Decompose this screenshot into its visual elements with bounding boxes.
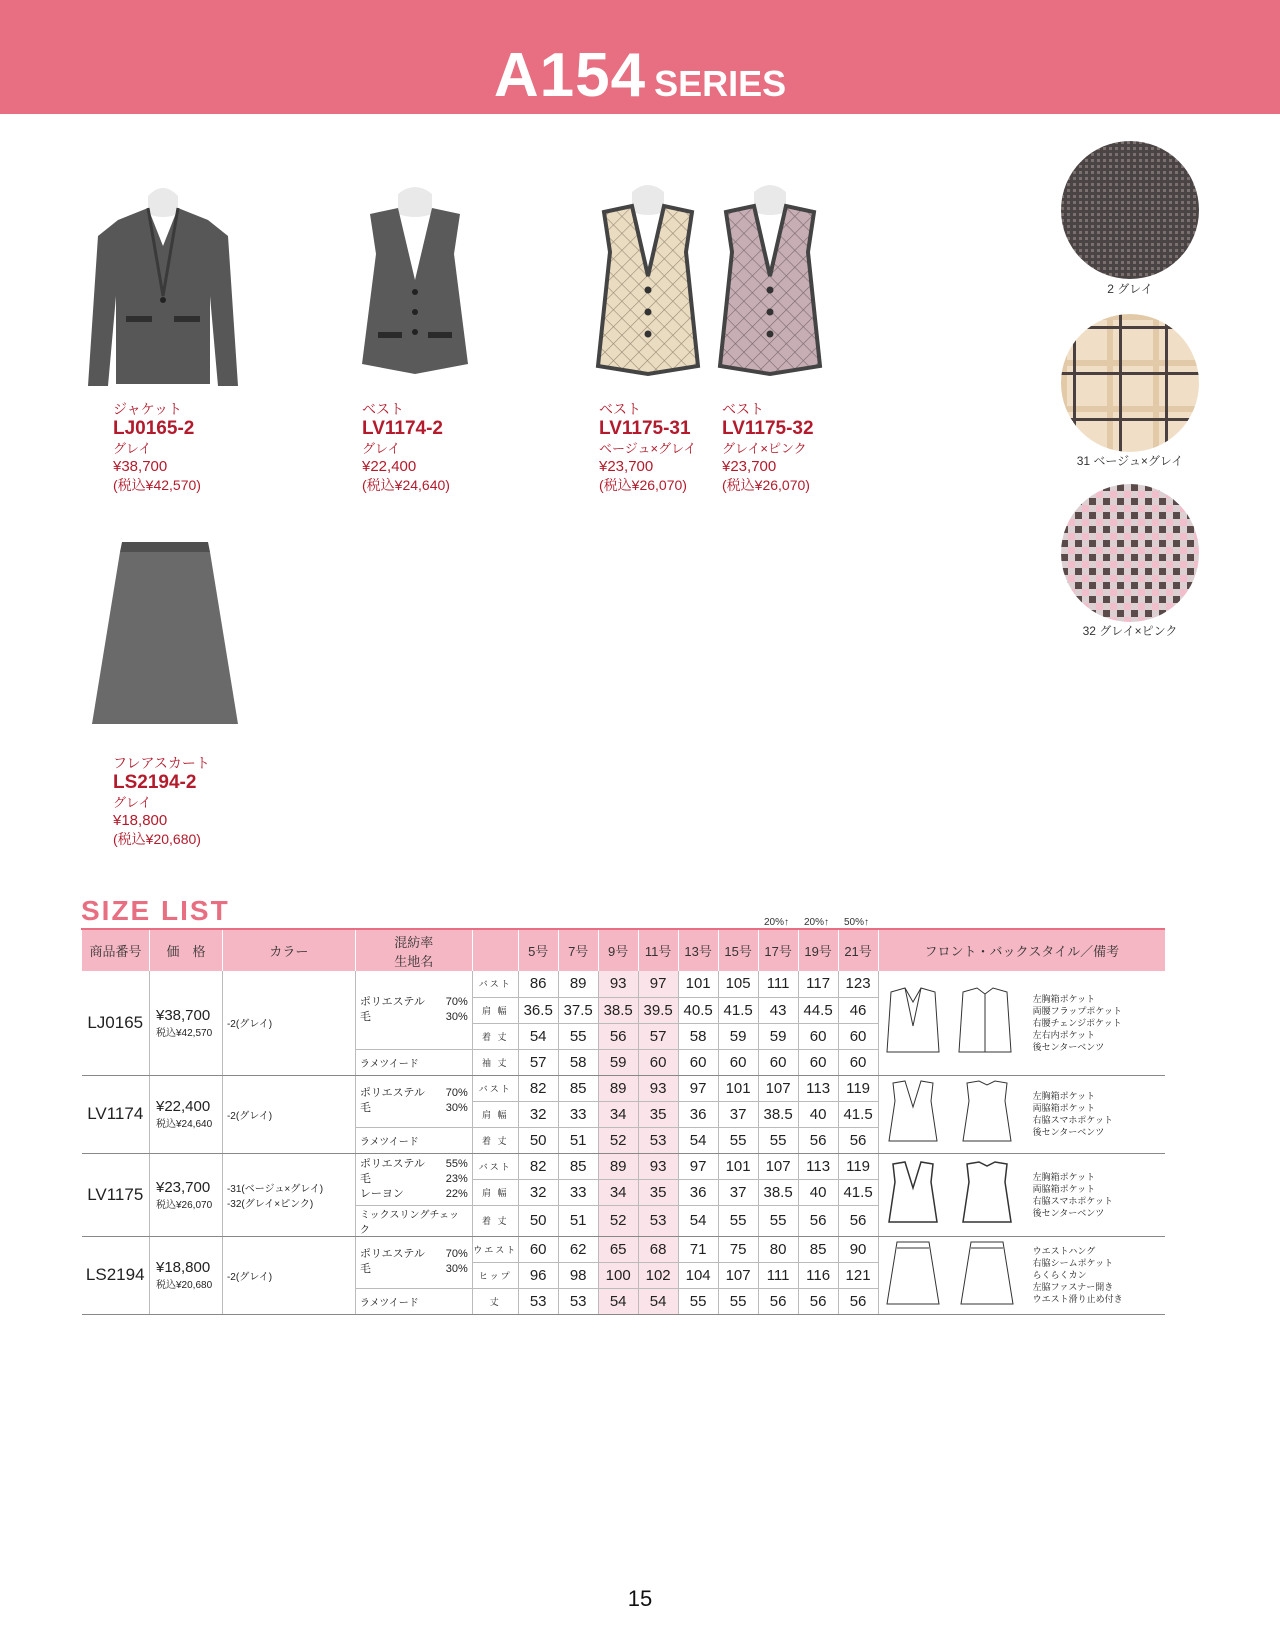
- size-value: 56: [798, 1288, 838, 1314]
- size-value: 60: [758, 1049, 798, 1075]
- style-note: 右脇スマホポケット: [1032, 1115, 1113, 1125]
- size-value: 111: [758, 971, 798, 997]
- size-value: 34: [598, 1179, 638, 1205]
- style-note: 後センターベンツ: [1032, 1127, 1105, 1137]
- style-note: ウエスト滑り止め付き: [1032, 1294, 1123, 1304]
- size-value: 59: [718, 1023, 758, 1049]
- style-note: らくらくカン: [1032, 1270, 1087, 1280]
- product-price-cell: [149, 971, 222, 1075]
- style-notes: [1033, 993, 1122, 1053]
- size-value: 123: [838, 971, 878, 997]
- fabric-name: ラメツイード: [355, 1127, 472, 1153]
- size-value: 54: [598, 1288, 638, 1314]
- color-cell: [222, 1153, 355, 1236]
- size-value: 117: [798, 971, 838, 997]
- header-fabric-name: 生地名: [394, 953, 434, 969]
- size-value: 60: [798, 1023, 838, 1049]
- color-option: -2(グレイ): [226, 1271, 273, 1283]
- product-tax-price: (税込¥26,070): [599, 477, 687, 493]
- header-size: 13号: [678, 929, 718, 971]
- size-value: 58: [558, 1049, 598, 1075]
- size-value: 58: [678, 1023, 718, 1049]
- size-value: 60: [838, 1049, 878, 1075]
- size-value: 56: [798, 1205, 838, 1236]
- style-sketch: [883, 1158, 1023, 1232]
- skirt-image: [86, 538, 244, 734]
- fiber-cell: [355, 1153, 472, 1205]
- size-value: 32: [518, 1179, 558, 1205]
- size-value: 54: [518, 1023, 558, 1049]
- swatch-gray: [1061, 141, 1199, 279]
- fiber-percent: 23%: [445, 1172, 468, 1185]
- swatch-beige-gray: [1061, 314, 1199, 452]
- size-value: 90: [838, 1236, 878, 1262]
- style-note: 左胸箱ポケット: [1032, 993, 1096, 1004]
- size-value: 33: [558, 1101, 598, 1127]
- percent-note: 20%↑: [764, 917, 790, 928]
- size-value: 107: [758, 1153, 798, 1179]
- size-value: 97: [638, 971, 678, 997]
- style-note: 両腰フラップポケット: [1032, 1005, 1122, 1016]
- tax-price-value: 税込¥24,640: [155, 1119, 213, 1130]
- price-value: ¥18,800: [155, 1259, 211, 1276]
- vest-pink-image: [710, 182, 830, 382]
- measure-label: 着 丈: [472, 1023, 518, 1049]
- size-value: 93: [598, 971, 638, 997]
- fiber-line: [360, 1172, 468, 1187]
- style-notes: [1033, 1090, 1113, 1138]
- size-value: 56: [798, 1127, 838, 1153]
- product-price-cell: [149, 1075, 222, 1153]
- size-value: 60: [718, 1049, 758, 1075]
- tax-price-value: 税込¥26,070: [155, 1199, 213, 1211]
- style-cell: [878, 971, 1165, 1075]
- style-note: 右腰チェンジポケット: [1032, 1017, 1122, 1028]
- fiber-line: [360, 1187, 468, 1202]
- size-value: 97: [678, 1153, 718, 1179]
- fiber-line: [360, 1010, 468, 1025]
- product-color: グレイ: [113, 795, 152, 810]
- header-measure: [472, 929, 518, 971]
- product-color: グレイ: [362, 441, 401, 456]
- tax-price-value: 税込¥20,680: [155, 1280, 213, 1291]
- fabric-name: ミックスリングチェック: [355, 1205, 472, 1236]
- size-value: 102: [638, 1262, 678, 1288]
- table-row: [82, 1153, 1166, 1179]
- header-price: 価 格: [149, 929, 222, 971]
- table-row: [82, 1236, 1166, 1262]
- fiber-line: [360, 1247, 468, 1262]
- size-value: 96: [518, 1262, 558, 1288]
- product-price-cell: [149, 1153, 222, 1236]
- product-number: LS2194: [82, 1236, 150, 1314]
- size-value: 41.5: [838, 1101, 878, 1127]
- size-value: 37: [718, 1179, 758, 1205]
- style-note: 左胸箱ポケット: [1032, 1091, 1096, 1101]
- fiber-cell: [355, 1236, 472, 1288]
- swatch-label: 2 グレイ: [1107, 282, 1153, 296]
- percent-note: 20%↑: [804, 917, 830, 928]
- size-table-header: [82, 929, 1166, 971]
- size-value: 107: [718, 1262, 758, 1288]
- size-value: 113: [798, 1153, 838, 1179]
- table-row: [82, 971, 1166, 997]
- product-price: ¥18,800: [113, 812, 168, 829]
- product-number: LV1174: [82, 1075, 150, 1153]
- size-value: 59: [758, 1023, 798, 1049]
- measure-label: 着 丈: [472, 1127, 518, 1153]
- price-value: ¥22,400: [155, 1098, 211, 1115]
- swatch-label: 31 ベージュ×グレイ: [1076, 454, 1184, 468]
- product-type: ベスト: [722, 401, 764, 417]
- size-value: 38.5: [598, 997, 638, 1023]
- size-value: 36: [678, 1179, 718, 1205]
- swatch-gray-pink: [1061, 484, 1199, 622]
- fiber-line: [360, 995, 468, 1010]
- size-value: 55: [718, 1205, 758, 1236]
- fiber-percent: 30%: [445, 1263, 468, 1275]
- color-cell: [222, 971, 355, 1075]
- header-size: 17号: [758, 929, 798, 971]
- style-note: 後センターベンツ: [1032, 1207, 1105, 1218]
- table-row: [82, 1075, 1166, 1101]
- size-value: 86: [518, 971, 558, 997]
- size-value: 93: [638, 1153, 678, 1179]
- size-value: 56: [758, 1288, 798, 1314]
- size-value: 75: [718, 1236, 758, 1262]
- header-size: 9号: [598, 929, 638, 971]
- style-note: 両脇箱ポケット: [1032, 1103, 1096, 1113]
- size-value: 34: [598, 1101, 638, 1127]
- header-size: 21号: [838, 929, 878, 971]
- fiber-line: [360, 1157, 468, 1172]
- size-value: 89: [598, 1075, 638, 1101]
- size-value: 33: [558, 1179, 598, 1205]
- jacket-image: [78, 176, 248, 392]
- size-value: 107: [758, 1075, 798, 1101]
- header-size: 5号: [518, 929, 558, 971]
- product-code: LV1175-32: [722, 418, 814, 439]
- product-tax-price: (税込¥26,070): [722, 477, 810, 493]
- size-value: 56: [838, 1288, 878, 1314]
- size-value: 40: [798, 1179, 838, 1205]
- size-value: 60: [678, 1049, 718, 1075]
- size-value: 62: [558, 1236, 598, 1262]
- size-value: 93: [638, 1075, 678, 1101]
- size-value: 57: [518, 1049, 558, 1075]
- product-price: ¥23,700: [599, 458, 654, 475]
- style-note: 右脇スマホポケット: [1032, 1195, 1113, 1206]
- size-value: 121: [838, 1262, 878, 1288]
- fiber-percent: 55%: [445, 1157, 468, 1170]
- header-banner: [0, 0, 1280, 114]
- fiber-name: 毛: [359, 1102, 371, 1114]
- fabric-name: ラメツイード: [355, 1049, 472, 1075]
- series-word: SERIES: [654, 63, 787, 104]
- size-value: 57: [638, 1023, 678, 1049]
- size-value: 51: [558, 1127, 598, 1153]
- measure-label: 肩 幅: [472, 1179, 518, 1205]
- header-style: フロント・バックスタイル／備考: [878, 929, 1165, 971]
- size-value: 53: [518, 1288, 558, 1314]
- product-code: LV1174-2: [362, 418, 443, 439]
- fiber-name: 毛: [359, 1172, 371, 1185]
- size-value: 41.5: [718, 997, 758, 1023]
- series-code: A154: [493, 41, 647, 110]
- fiber-name: ポリエステル: [359, 1248, 425, 1260]
- size-value: 89: [558, 971, 598, 997]
- size-value: 36.5: [518, 997, 558, 1023]
- style-note: 後センターベンツ: [1032, 1041, 1105, 1052]
- product-price: ¥23,700: [722, 458, 777, 475]
- size-value: 38.5: [758, 1179, 798, 1205]
- size-value: 85: [798, 1236, 838, 1262]
- product-color: グレイ×ピンク: [722, 441, 807, 456]
- product-type: フレアスカート: [113, 755, 210, 771]
- measure-label: 袖 丈: [472, 1049, 518, 1075]
- measure-label: バスト: [472, 1075, 518, 1101]
- size-value: 56: [598, 1023, 638, 1049]
- size-value: 53: [558, 1288, 598, 1314]
- size-value: 119: [838, 1075, 878, 1101]
- size-value: 111: [758, 1262, 798, 1288]
- size-value: 55: [758, 1127, 798, 1153]
- product-number: LJ0165: [82, 971, 150, 1075]
- size-value: 41.5: [838, 1179, 878, 1205]
- style-note: 右脇シームポケット: [1032, 1258, 1114, 1268]
- size-value: 55: [758, 1205, 798, 1236]
- style-cell: [878, 1236, 1165, 1314]
- size-value: 44.5: [798, 997, 838, 1023]
- size-value: 38.5: [758, 1101, 798, 1127]
- size-value: 85: [558, 1075, 598, 1101]
- fiber-cell: [355, 1075, 472, 1127]
- measure-label: 丈: [472, 1288, 518, 1314]
- size-list-title: SIZE LIST: [81, 895, 230, 926]
- size-value: 89: [598, 1153, 638, 1179]
- product-type: ベスト: [599, 401, 641, 417]
- page-number: 15: [627, 1586, 653, 1611]
- size-value: 55: [558, 1023, 598, 1049]
- size-value: 68: [638, 1236, 678, 1262]
- size-value: 71: [678, 1236, 718, 1262]
- size-value: 35: [638, 1101, 678, 1127]
- style-cell: [878, 1153, 1165, 1236]
- size-value: 82: [518, 1075, 558, 1101]
- size-value: 56: [838, 1205, 878, 1236]
- size-value: 97: [678, 1075, 718, 1101]
- header-fabric: [355, 929, 472, 971]
- size-value: 52: [598, 1127, 638, 1153]
- size-value: 40.5: [678, 997, 718, 1023]
- style-note: 左右内ポケット: [1032, 1029, 1096, 1040]
- product-type: ベスト: [362, 401, 404, 417]
- product-price: ¥22,400: [362, 458, 417, 475]
- product-code: LS2194-2: [113, 772, 197, 793]
- size-value: 59: [598, 1049, 638, 1075]
- fiber-name: ポリエステル: [359, 1087, 425, 1099]
- style-notes: [1033, 1245, 1123, 1305]
- style-cell: [878, 1075, 1165, 1153]
- size-value: 119: [838, 1153, 878, 1179]
- style-notes: [1033, 1171, 1113, 1219]
- vest-beige-image: [588, 182, 708, 382]
- color-cell: [222, 1075, 355, 1153]
- price-value: ¥38,700: [155, 1006, 211, 1024]
- size-value: 54: [678, 1205, 718, 1236]
- product-caption-skirt: [113, 754, 210, 848]
- product-tax-price: (税込¥24,640): [362, 477, 450, 493]
- size-value: 101: [718, 1153, 758, 1179]
- fiber-percent: 22%: [445, 1187, 468, 1200]
- size-value: 65: [598, 1236, 638, 1262]
- product-price-cell: [149, 1236, 222, 1314]
- color-option: -2(グレイ): [226, 1110, 273, 1122]
- fiber-name: ポリエステル: [359, 995, 425, 1008]
- size-value: 55: [718, 1127, 758, 1153]
- size-value: 60: [838, 1023, 878, 1049]
- header-size: 7号: [558, 929, 598, 971]
- style-note: 両脇箱ポケット: [1032, 1183, 1096, 1194]
- style-note: 左胸箱ポケット: [1032, 1171, 1096, 1182]
- size-value: 40: [798, 1101, 838, 1127]
- fiber-line: [360, 1086, 468, 1101]
- size-value: 60: [518, 1236, 558, 1262]
- fiber-percent: 70%: [445, 1087, 468, 1099]
- size-value: 60: [798, 1049, 838, 1075]
- size-value: 55: [718, 1288, 758, 1314]
- style-note: 左脇ファスナー開き: [1032, 1282, 1114, 1292]
- vest-gray-image: [350, 184, 480, 384]
- measure-label: 着 丈: [472, 1205, 518, 1236]
- product-color: ベージュ×グレイ: [599, 441, 697, 456]
- size-value: 52: [598, 1205, 638, 1236]
- size-value: 50: [518, 1205, 558, 1236]
- series-title: [0, 40, 1280, 111]
- fiber-line: [360, 1101, 468, 1116]
- fiber-percent: 70%: [445, 995, 468, 1008]
- product-code: LJ0165-2: [113, 418, 195, 439]
- size-value: 105: [718, 971, 758, 997]
- header-size: 19号: [798, 929, 838, 971]
- size-value: 54: [678, 1127, 718, 1153]
- size-value: 80: [758, 1236, 798, 1262]
- size-value: 85: [558, 1153, 598, 1179]
- fiber-name: 毛: [359, 1263, 371, 1275]
- product-color: グレイ: [113, 441, 152, 456]
- size-value: 32: [518, 1101, 558, 1127]
- measure-label: 肩 幅: [472, 1101, 518, 1127]
- fiber-cell: [355, 971, 472, 1049]
- size-value: 51: [558, 1205, 598, 1236]
- size-value: 37.5: [558, 997, 598, 1023]
- product-type: ジャケット: [113, 401, 183, 417]
- header-color: カラー: [222, 929, 355, 971]
- measure-label: ヒップ: [472, 1262, 518, 1288]
- measure-label: バスト: [472, 1153, 518, 1179]
- swatch-label: 32 グレイ×ピンク: [1082, 624, 1178, 638]
- size-value: 46: [838, 997, 878, 1023]
- percent-note: 50%↑: [844, 917, 870, 928]
- style-note: ウエストハング: [1032, 1246, 1096, 1256]
- color-option: -2(グレイ): [226, 1019, 273, 1031]
- size-value: 104: [678, 1262, 718, 1288]
- fiber-line: [360, 1262, 468, 1277]
- product-caption-jacket: [113, 400, 201, 494]
- color-cell: [222, 1236, 355, 1314]
- size-value: 56: [838, 1127, 878, 1153]
- size-value: 116: [798, 1262, 838, 1288]
- size-value: 82: [518, 1153, 558, 1179]
- measure-label: ウエスト: [472, 1236, 518, 1262]
- style-sketch: [883, 1077, 1023, 1151]
- header-fabric-ratio: 混紡率: [394, 934, 434, 950]
- tax-price-value: 税込¥42,570: [155, 1027, 213, 1039]
- fiber-name: レーヨン: [359, 1187, 404, 1200]
- size-value: 55: [678, 1288, 718, 1314]
- size-value: 101: [718, 1075, 758, 1101]
- fiber-name: 毛: [359, 1010, 371, 1023]
- fiber-percent: 30%: [445, 1102, 468, 1114]
- size-value: 100: [598, 1262, 638, 1288]
- size-value: 50: [518, 1127, 558, 1153]
- product-tax-price: (税込¥20,680): [113, 831, 201, 847]
- size-value: 43: [758, 997, 798, 1023]
- product-caption-vest-pink: [722, 400, 814, 494]
- size-value: 113: [798, 1075, 838, 1101]
- size-value: 36: [678, 1101, 718, 1127]
- size-value: 54: [638, 1288, 678, 1314]
- size-value: 53: [638, 1127, 678, 1153]
- measure-label: バスト: [472, 971, 518, 997]
- product-caption-vest-beige: [599, 400, 696, 494]
- style-sketch: [883, 1238, 1023, 1312]
- fiber-percent: 30%: [445, 1010, 468, 1023]
- header-size: 15号: [718, 929, 758, 971]
- product-code: LV1175-31: [599, 418, 691, 439]
- size-value: 60: [638, 1049, 678, 1075]
- product-number: LV1175: [82, 1153, 150, 1236]
- size-value: 35: [638, 1179, 678, 1205]
- size-table: [81, 928, 1165, 1315]
- size-value: 98: [558, 1262, 598, 1288]
- color-option: -31(ベージュ×グレイ): [226, 1183, 324, 1195]
- product-tax-price: (税込¥42,570): [113, 477, 201, 493]
- product-caption-vest-gray: [362, 400, 450, 494]
- measure-label: 肩 幅: [472, 997, 518, 1023]
- product-price: ¥38,700: [113, 458, 168, 475]
- color-option: -32(グレイ×ピンク): [226, 1198, 314, 1210]
- fabric-name: ラメツイード: [355, 1288, 472, 1314]
- header-code: 商品番号: [82, 929, 150, 971]
- header-size: 11号: [638, 929, 678, 971]
- fiber-name: ポリエステル: [359, 1157, 425, 1170]
- size-value: 53: [638, 1205, 678, 1236]
- price-value: ¥23,700: [155, 1178, 211, 1196]
- fiber-percent: 70%: [445, 1248, 468, 1260]
- size-value: 39.5: [638, 997, 678, 1023]
- size-value: 37: [718, 1101, 758, 1127]
- style-sketch: [883, 986, 1023, 1060]
- size-value: 101: [678, 971, 718, 997]
